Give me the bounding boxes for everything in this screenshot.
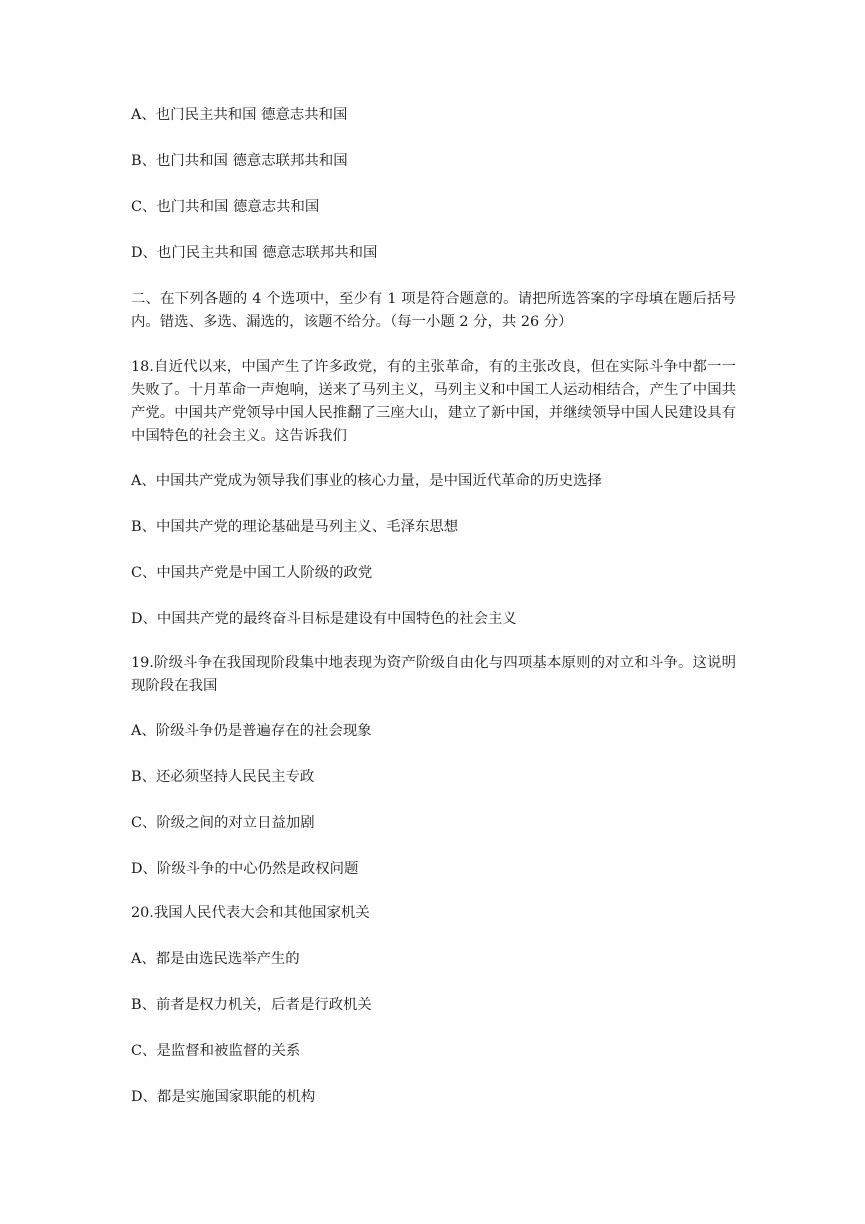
q20-option-a: A、都是由选民选举产生的 xyxy=(131,951,300,967)
q19-stem: 19.阶级斗争在我国现阶段集中地表现为资产阶级自由化与四项基本原则的对立和斗争。这说明现阶段在我国 xyxy=(131,655,736,694)
q19-option-d: D、阶级斗争的中心仍然是政权问题 xyxy=(131,861,359,877)
q19-option-a: A、阶级斗争仍是普遍存在的社会现象 xyxy=(131,723,372,739)
q18-option-b: B、中国共产党的理论基础是马列主义、毛泽东思想 xyxy=(131,519,459,535)
q18-option-c: C、中国共产党是中国工人阶级的政党 xyxy=(131,565,373,581)
q20-option-c: C、是监督和被监督的关系 xyxy=(131,1043,301,1059)
q17-option-a: A、也门民主共和国 德意志共和国 xyxy=(131,107,348,123)
q20-stem: 20.我国人民代表大会和其他国家机关 xyxy=(131,905,370,921)
q17-option-c: C、也门共和国 德意志共和国 xyxy=(131,199,320,215)
q17-option-d: D、也门民主共和国 德意志联邦共和国 xyxy=(131,245,378,261)
exam-page xyxy=(131,104,736,1108)
q18-option-d: D、中国共产党的最终奋斗目标是建设有中国特色的社会主义 xyxy=(131,611,517,627)
q18-option-a: A、中国共产党成为领导我们事业的核心力量，是中国近代革命的历史选择 xyxy=(131,473,602,489)
q19-option-b: B、还必须坚持人民民主专政 xyxy=(131,769,315,785)
q20-option-d: D、都是实施国家职能的机构 xyxy=(131,1089,316,1105)
q18-stem: 18.自近代以来，中国产生了许多政党，有的主张革命，有的主张改良，但在实际斗争中都一一失败了。十月革命一声炮响，送来了马列主义，马列主义和中国工人运动相结合，产生了中国共产党。中国共产党领导中国人民推翻了三座大山，建立了新中国，并继续领导中国人民建设具有中国特色的社会主义。这告诉我们 xyxy=(131,359,736,444)
section2-instruction: 二、在下列各题的 4 个选项中，至少有 1 项是符合题意的。请把所选答案的字母填在题后括号内。错选、多选、漏选的，该题不给分。（每一小题 2 分，共 26 分） xyxy=(131,291,736,330)
q17-option-b: B、也门共和国 德意志联邦共和国 xyxy=(131,153,348,169)
q20-option-b: B、前者是权力机关，后者是行政机关 xyxy=(131,997,372,1013)
q19-option-c: C、阶级之间的对立日益加剧 xyxy=(131,815,315,831)
